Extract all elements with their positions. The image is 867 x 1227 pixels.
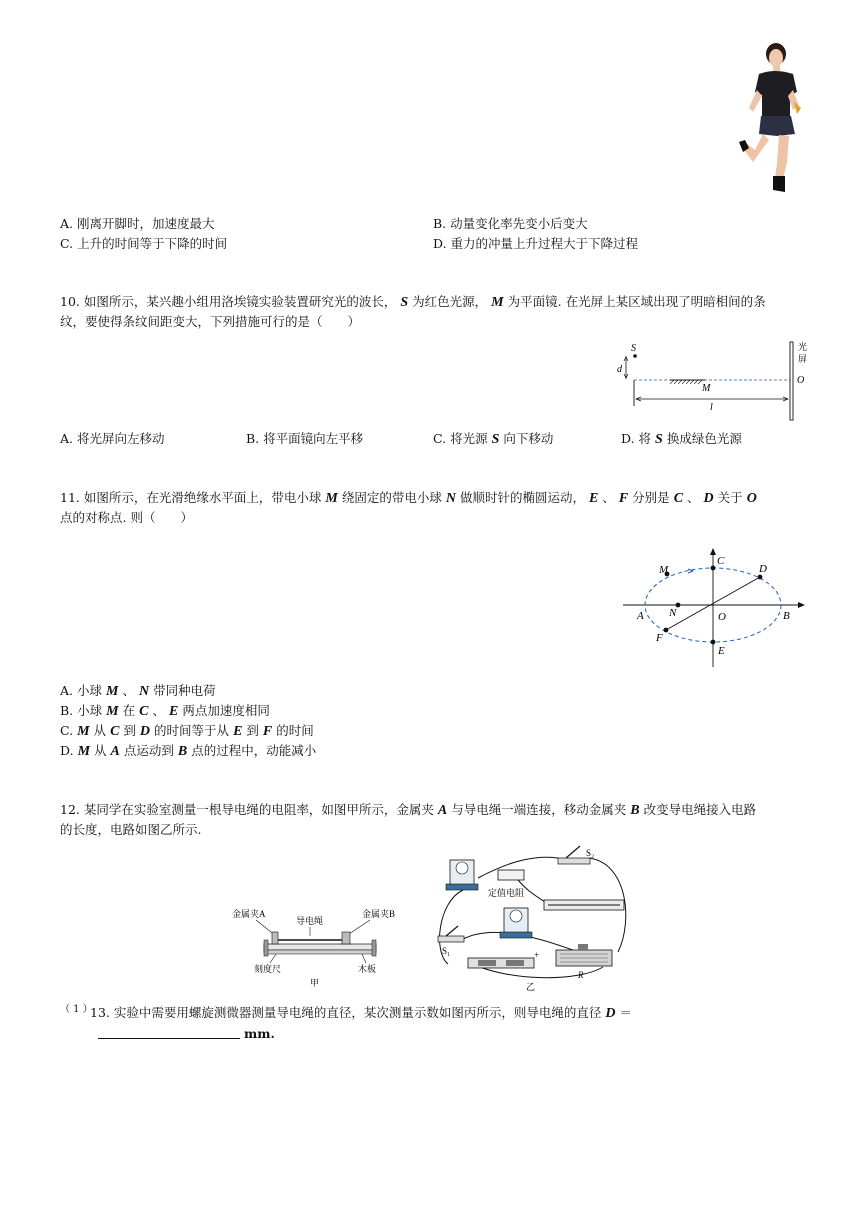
point-c bbox=[711, 566, 716, 571]
sub-question-marker: （ 1 ） bbox=[60, 1004, 93, 1015]
q10-figure bbox=[610, 336, 815, 420]
q9-option-a: A. 刚离开脚时，加速度最大 bbox=[60, 216, 215, 231]
q10-option-a: A. 将光屏向左移动 bbox=[60, 431, 165, 446]
fixed-resistor bbox=[498, 870, 524, 880]
switch-s1 bbox=[438, 936, 464, 942]
label-clamp-b: 金属夹B bbox=[362, 909, 396, 919]
light-screen bbox=[790, 342, 793, 420]
label-screen-1: 光 bbox=[798, 342, 808, 352]
label-c: C bbox=[717, 555, 725, 567]
label-plus: + bbox=[534, 950, 540, 960]
switch-s2 bbox=[558, 858, 590, 864]
q10-option-b: B. 将平面镜向左平移 bbox=[246, 431, 364, 446]
q12-stem-line1: 12. 某同学在实验室测量一根导电绳的电阻率，如图甲所示，金属夹 A 与导电绳一端连接，移动金属夹 B 改变导电绳接入电路 bbox=[60, 802, 757, 818]
label-ruler: 刻度尺 bbox=[254, 964, 282, 974]
label-e: E bbox=[718, 645, 725, 657]
label-b: B bbox=[783, 610, 790, 622]
label-m: M bbox=[702, 383, 711, 394]
q11-option-c: C. M 从 C 到 D 的时间等于从 E 到 F 的时间 bbox=[60, 723, 314, 739]
label-l: l bbox=[710, 402, 713, 413]
q12-figure-jia bbox=[230, 900, 396, 990]
athlete-photo bbox=[735, 40, 815, 215]
clamp-b bbox=[342, 932, 350, 944]
caption-yi: 乙 bbox=[526, 982, 536, 992]
point-d bbox=[758, 575, 763, 580]
q12-stem-line2: 的长度，电路如图乙所示. bbox=[60, 822, 202, 837]
label-r: R bbox=[578, 970, 584, 980]
label-s: S bbox=[631, 343, 636, 354]
label-screen-2: 屏 bbox=[798, 354, 808, 364]
q12-figure-yi bbox=[428, 842, 638, 992]
q10-option-d: D. 将 S 换成绿色光源 bbox=[621, 431, 742, 447]
label-n: N bbox=[669, 607, 677, 619]
q10-stem-line1: 10. 如图所示，某兴趣小组用洛埃镜实验装置研究光的波长， S 为红色光源， M 为平面镜. 在光屏上某区域出现了明暗相间的条 bbox=[60, 294, 766, 310]
answer-blank-diameter[interactable] bbox=[98, 1038, 240, 1039]
light-source-s bbox=[633, 354, 637, 358]
q10-option-c: C. 将光源 S 向下移动 bbox=[433, 431, 554, 447]
q11-figure bbox=[618, 545, 813, 670]
label-fixed-resistor: 定值电阻 bbox=[488, 888, 525, 898]
label-rope: 导电绳 bbox=[296, 916, 324, 926]
label-d: d bbox=[617, 364, 622, 375]
q11-stem-line2: 点的对称点. 则（ ） bbox=[60, 510, 193, 525]
label-board: 木板 bbox=[358, 964, 377, 974]
label-o: O bbox=[718, 611, 726, 623]
label-m: M bbox=[659, 564, 669, 576]
wood-board bbox=[264, 944, 376, 950]
clamp-a bbox=[272, 932, 278, 944]
label-d: D bbox=[759, 563, 767, 575]
label-s1: S₁ bbox=[442, 946, 451, 956]
label-s2: S₂ bbox=[586, 848, 595, 858]
unit-mm: mm. bbox=[244, 1026, 275, 1041]
q9-option-c: C. 上升的时间等于下降的时间 bbox=[60, 236, 228, 251]
q13-stem: 13. 实验中需要用螺旋测微器测量导电绳的直径，某次测量示数如图丙所示，则导电绳的直径 D ＝ bbox=[90, 1005, 632, 1021]
q9-option-b: B. 动量变化率先变小后变大 bbox=[433, 216, 588, 231]
q9-option-d: D. 重力的冲量上升过程大于下降过程 bbox=[433, 236, 639, 251]
label-a: A bbox=[637, 610, 644, 622]
caption-jia: 甲 bbox=[310, 978, 320, 988]
q11-option-b: B. 小球 M 在 C 、 E 两点加速度相同 bbox=[60, 703, 270, 719]
q11-option-d: D. M 从 A 点运动到 B 点的过程中，动能减小 bbox=[60, 743, 317, 759]
q11-stem-line1: 11. 如图所示，在光滑绝缘水平面上，带电小球 M 绕固定的带电小球 N 做顺时针的椭圆运动， E 、 F 分别是 C 、 D 关于 O bbox=[60, 490, 757, 506]
label-f: F bbox=[656, 632, 663, 644]
q11-option-a: A. 小球 M 、 N 带同种电荷 bbox=[60, 683, 216, 699]
battery bbox=[468, 958, 534, 968]
label-o: O bbox=[797, 375, 805, 386]
point-f bbox=[664, 628, 669, 633]
label-clamp-a: 金属夹A bbox=[232, 909, 266, 919]
point-e bbox=[711, 640, 716, 645]
q10-stem-line2: 纹，要使得条纹间距变大，下列措施可行的是（ ） bbox=[60, 314, 361, 329]
